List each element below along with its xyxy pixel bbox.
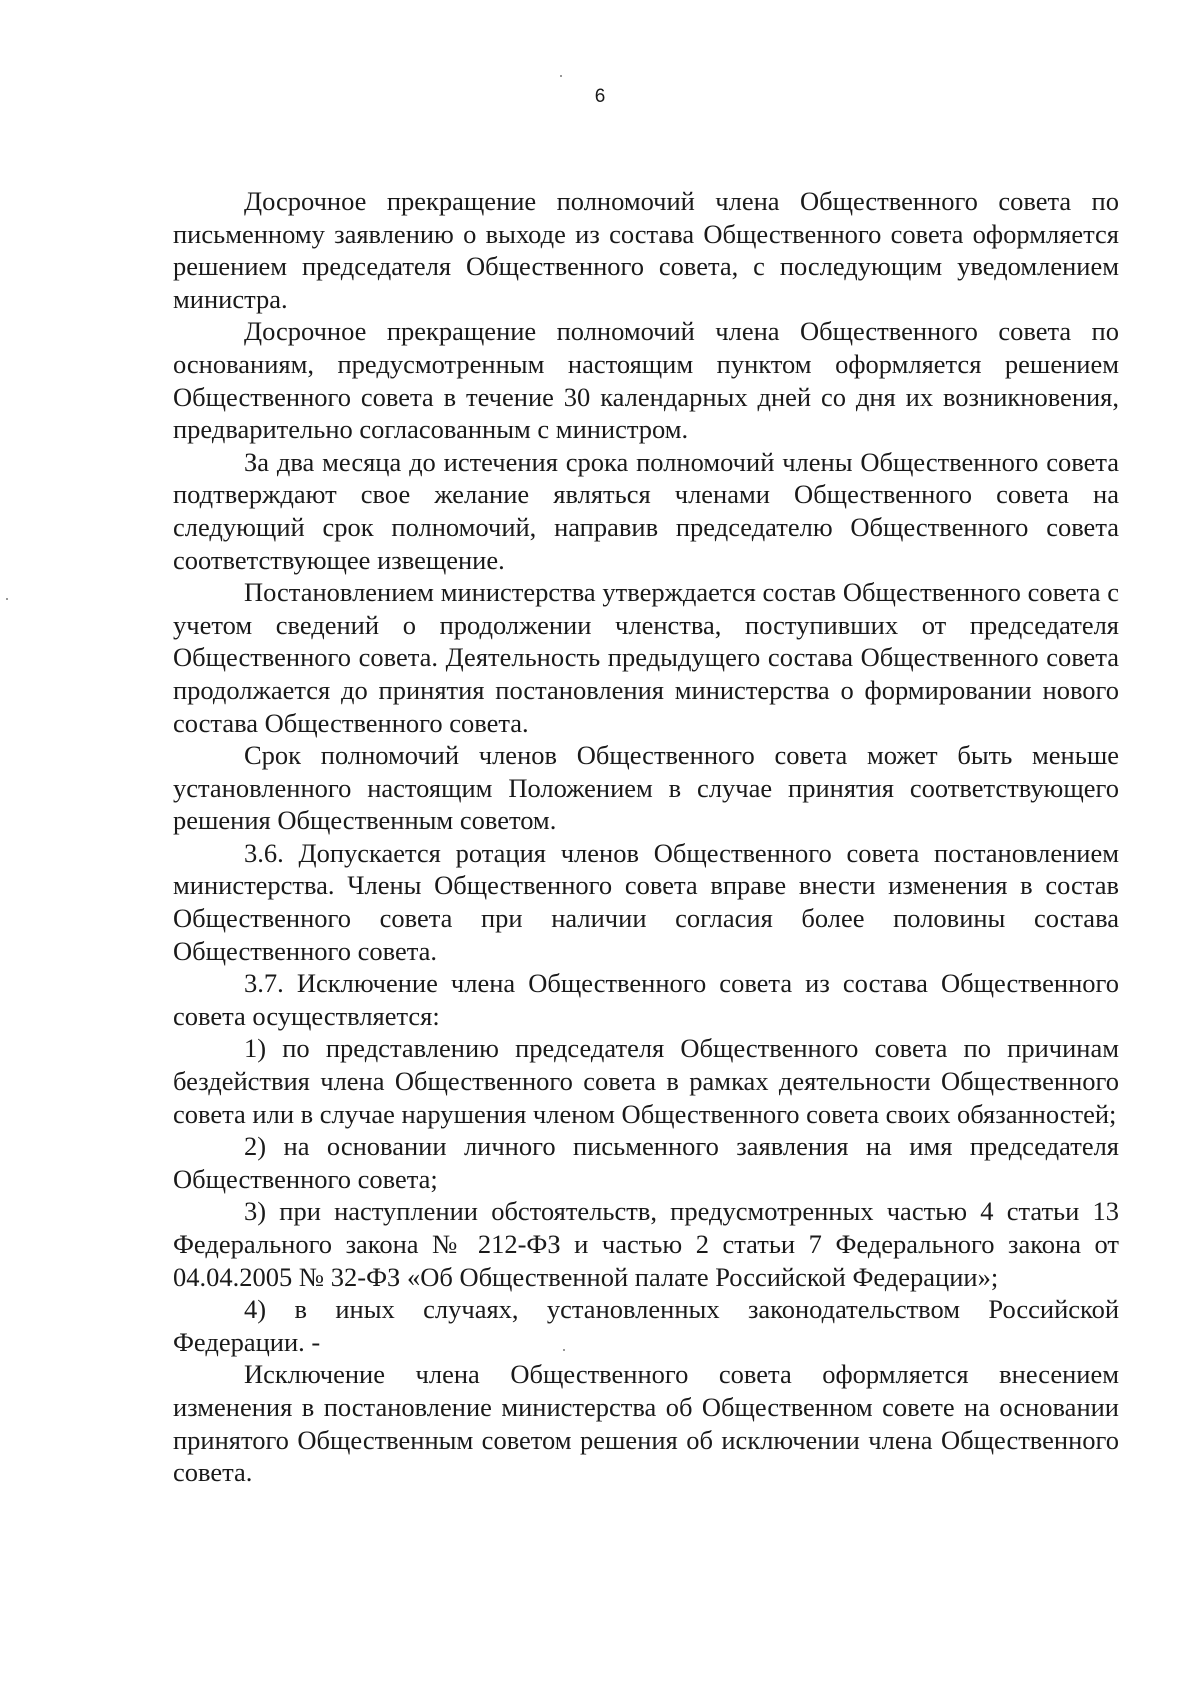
paragraph-confirmation-of-membership: За два месяца до истечения срока полномочий члены Общественного совета подтверждают свое желание являться членами Общественного совета на следующий срок полномочий, направив председателю Общественного совета соответствующее извещение. [173,446,1119,575]
list-item-4: 4) в иных случаях, установленных законодательством Российской Федерации. - [173,1294,1119,1357]
paragraph-3-7-exclusion: 3.7. Исключение члена Общественного совета из состава Общественного совета осуществляется: [173,968,1119,1031]
list-item-2: 2) на основании личного письменного заявления на имя председателя Общественного совета; [173,1131,1119,1194]
document-body [173,185,1119,1489]
paragraph-composition-approval: Постановлением министерства утверждается состав Общественного совета с учетом сведений о продолжении членства, поступивших от председателя Общественного совета. Деятельность предыдущего состава Общественного совета продолжается до принятия постановления министерства о формировании нового состава Общественного совета. [173,577,1119,738]
list-item-1: 1) по представлению председателя Общественного совета по причинам бездействия члена Общественного совета в рамках деятельности Общественного совета или в случае нарушения членом Общественного совета своих обязанностей; [173,1033,1119,1129]
paragraph-early-termination-by-request: Досрочное прекращение полномочий члена Общественного совета по письменному заявлению о выходе из состава Общественного совета оформляется решением председателя Общественного совета, с последующим уведомлением министра. [173,186,1119,314]
list-item-3: 3) при наступлении обстоятельств, предусмотренных частью 4 статьи 13 Федерального закона № 212-ФЗ и частью 2 статьи 7 Федерального закона от 04.04.2005 № 32-ФЗ «Об Общественной палате Российской Федерации»; [173,1196,1119,1292]
paragraph-exclusion-formalization: Исключение члена Общественного совета оформляется внесением изменения в постановление министерства об Общественном совете на основании принятого Общественным советом решения об исключении члена Общественного совета. [173,1359,1119,1488]
paragraph-3-6-rotation: 3.6. Допускается ротация членов Общественного совета постановлением министерства. Члены Общественного совета вправе внести изменения в состав Общественного совета при наличии согласия более половины состава Общественного совета. [173,837,1119,966]
paragraph-term-shortening: Срок полномочий членов Общественного совета может быть меньше установленного настоящим Положением в случае принятия соответствующего решения Общественным советом. [173,740,1119,836]
scan-speck [560,75,562,77]
page-number: 6 [594,86,606,107]
paragraph-early-termination-by-grounds: Досрочное прекращение полномочий члена Общественного совета по основаниям, предусмотренным настоящим пунктом оформляется решением Общественного совета в течение 30 календарных дней со дня их возникновения, предварительно согласованным с министром. [173,316,1119,445]
scan-speck [6,598,8,600]
scan-speck [563,1349,565,1351]
